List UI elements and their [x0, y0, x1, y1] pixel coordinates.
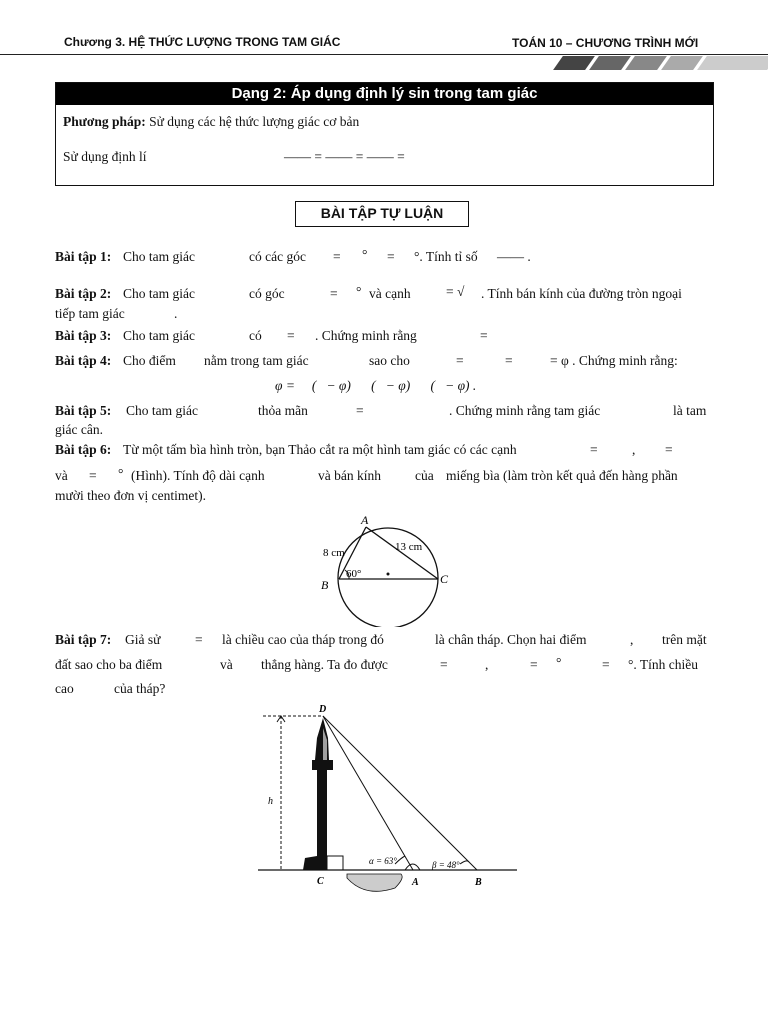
center-dot	[387, 573, 390, 576]
ex1-text: °	[362, 247, 368, 262]
ex3-label: Bài tập 3:	[55, 328, 112, 343]
theorem-formula: —— = —— = —— =	[284, 149, 405, 164]
ex4-text: =	[505, 353, 513, 368]
label-beta: β = 48°	[432, 860, 460, 870]
ex7-text: =	[195, 632, 203, 647]
label-angle-b: 60°	[346, 568, 362, 580]
label-b: B	[475, 877, 482, 888]
ex5-text: là tam	[673, 403, 707, 418]
method-text: Sử dụng các hệ thức lượng giác cơ bản	[149, 114, 360, 129]
ex5-text: . Chứng minh rằng tam giác	[449, 403, 601, 418]
ex2-text: °	[356, 284, 362, 299]
ex7-text: °	[556, 655, 562, 670]
label-d: D	[319, 704, 327, 715]
ex4-label: Bài tập 4:	[55, 353, 112, 368]
ex6-text: =	[89, 468, 97, 483]
ex1-text: Cho tam giác	[123, 249, 195, 264]
ex4-text: =	[456, 353, 464, 368]
ex2-label: Bài tập 2:	[55, 286, 112, 301]
ex7-text: =	[440, 657, 448, 672]
ex3-text: . Chứng minh rằng	[315, 328, 417, 343]
header-stripe	[553, 56, 595, 70]
ex4-text: nằm trong tam giác	[204, 353, 309, 368]
pond	[347, 874, 402, 891]
tower	[303, 718, 333, 870]
ex7-text: ,	[630, 632, 634, 647]
side-ac	[366, 527, 438, 579]
ex1-text: °. Tính tỉ số	[414, 249, 478, 264]
ex1-text: =	[387, 249, 395, 264]
header-stripe	[589, 56, 631, 70]
ex7-text: là chiều cao của tháp trong đó	[222, 632, 384, 647]
ex7-text: là chân tháp. Chọn hai điểm	[435, 632, 587, 647]
ex3-text: có	[249, 328, 262, 343]
ex6-text: =	[665, 442, 673, 457]
ex2-text: = √	[446, 284, 465, 299]
ex7-text: =	[602, 657, 610, 672]
ex2-text: có góc	[249, 286, 285, 301]
header-stripe	[697, 56, 768, 70]
ex7-text: Giả sử	[125, 632, 161, 647]
ex5-text: Cho tam giác	[126, 403, 198, 418]
ex5-text: thỏa mãn	[258, 403, 308, 418]
section-title: BÀI TẬP TỰ LUẬN	[295, 201, 469, 227]
ex7-text: và	[220, 657, 233, 672]
ex5-text: =	[356, 403, 364, 418]
label-a: A	[361, 513, 369, 527]
ex2-text: Cho tam giác	[123, 286, 195, 301]
ex6-text: Từ một tấm bìa hình tròn, bạn Thảo cắt ra một hình tam giác có các cạnh	[123, 442, 517, 457]
ex2-text: . Tính bán kính của đường tròn ngoại	[481, 286, 682, 301]
ex7-text: °. Tính chiều	[628, 657, 699, 672]
label-h: h	[268, 796, 273, 807]
method-label: Phương pháp:	[63, 114, 146, 129]
ex6-text: và	[55, 468, 68, 483]
course-title: TOÁN 10 – CHƯƠNG TRÌNH MỚI	[512, 36, 699, 50]
ex4-text: Cho điểm	[123, 353, 176, 368]
ex1-label: Bài tập 1:	[55, 249, 112, 264]
ex6-text: mười theo đơn vị centimet).	[55, 488, 206, 503]
ex3-text: =	[480, 328, 488, 343]
ex1-text: —— .	[497, 249, 531, 264]
label-c: C	[317, 876, 324, 887]
ex6-text: miếng bìa (làm tròn kết quả đến hàng phần	[446, 468, 678, 483]
label-a: A	[412, 877, 419, 888]
label-c: C	[440, 572, 449, 586]
theorem-text: Sử dụng định lí	[63, 149, 147, 164]
ex1-text: =	[333, 249, 341, 264]
label-b: B	[321, 578, 329, 592]
method-box-title: Dạng 2: Áp dụng định lý sin trong tam giác	[56, 83, 713, 105]
ex4-formula: φ = ( − φ) ( − φ) ( − φ) .	[275, 378, 477, 393]
header-stripe	[625, 56, 667, 70]
ex7-text: của tháp?	[114, 681, 166, 696]
ex4-text: = φ . Chứng minh rằng:	[550, 353, 678, 368]
ex3-text: =	[287, 328, 295, 343]
ex7-text: trên mặt	[662, 632, 707, 647]
ex7-text: ,	[485, 657, 489, 672]
ex6-text: của	[415, 468, 434, 483]
ex7-text: thẳng hàng. Ta đo được	[261, 657, 388, 672]
label-side-ac: 13 cm	[395, 541, 423, 553]
label-alpha: α = 63°	[369, 856, 397, 866]
method-line	[63, 113, 359, 130]
method-box	[55, 82, 714, 186]
ex2-text: tiếp tam giác	[55, 306, 125, 321]
ex6-label: Bài tập 6:	[55, 442, 112, 457]
figure-tower	[255, 698, 520, 893]
ex6-text: ,	[632, 442, 636, 457]
ex6-text: °	[118, 466, 124, 481]
angle-beta-arc	[460, 861, 469, 864]
ex5-label: Bài tập 5:	[55, 403, 112, 418]
ex7-text: đất sao cho ba điểm	[55, 657, 163, 672]
ex7-label: Bài tập 7:	[55, 632, 112, 647]
figure-circle	[315, 512, 465, 627]
ex2-text: và cạnh	[369, 286, 411, 301]
ex7-text: cao	[55, 681, 74, 696]
chapter-title: Chương 3. HỆ THỨC LƯỢNG TRONG TAM GIÁC	[64, 35, 341, 49]
ex6-text: =	[590, 442, 598, 457]
label-side-ab: 8 cm	[323, 547, 345, 559]
tower-base	[327, 856, 343, 870]
ex1-text: có các góc	[249, 249, 306, 264]
ex2-text: =	[330, 286, 338, 301]
header-stripe	[661, 56, 703, 70]
ex5-text: giác cân.	[55, 422, 103, 437]
ex6-text: và bán kính	[318, 468, 381, 483]
ex6-text: (Hình). Tính độ dài cạnh	[131, 468, 265, 483]
ex2-text: .	[174, 306, 178, 321]
ex3-text: Cho tam giác	[123, 328, 195, 343]
ex7-text: =	[530, 657, 538, 672]
header-rule	[0, 54, 768, 55]
ex4-text: sao cho	[369, 353, 410, 368]
